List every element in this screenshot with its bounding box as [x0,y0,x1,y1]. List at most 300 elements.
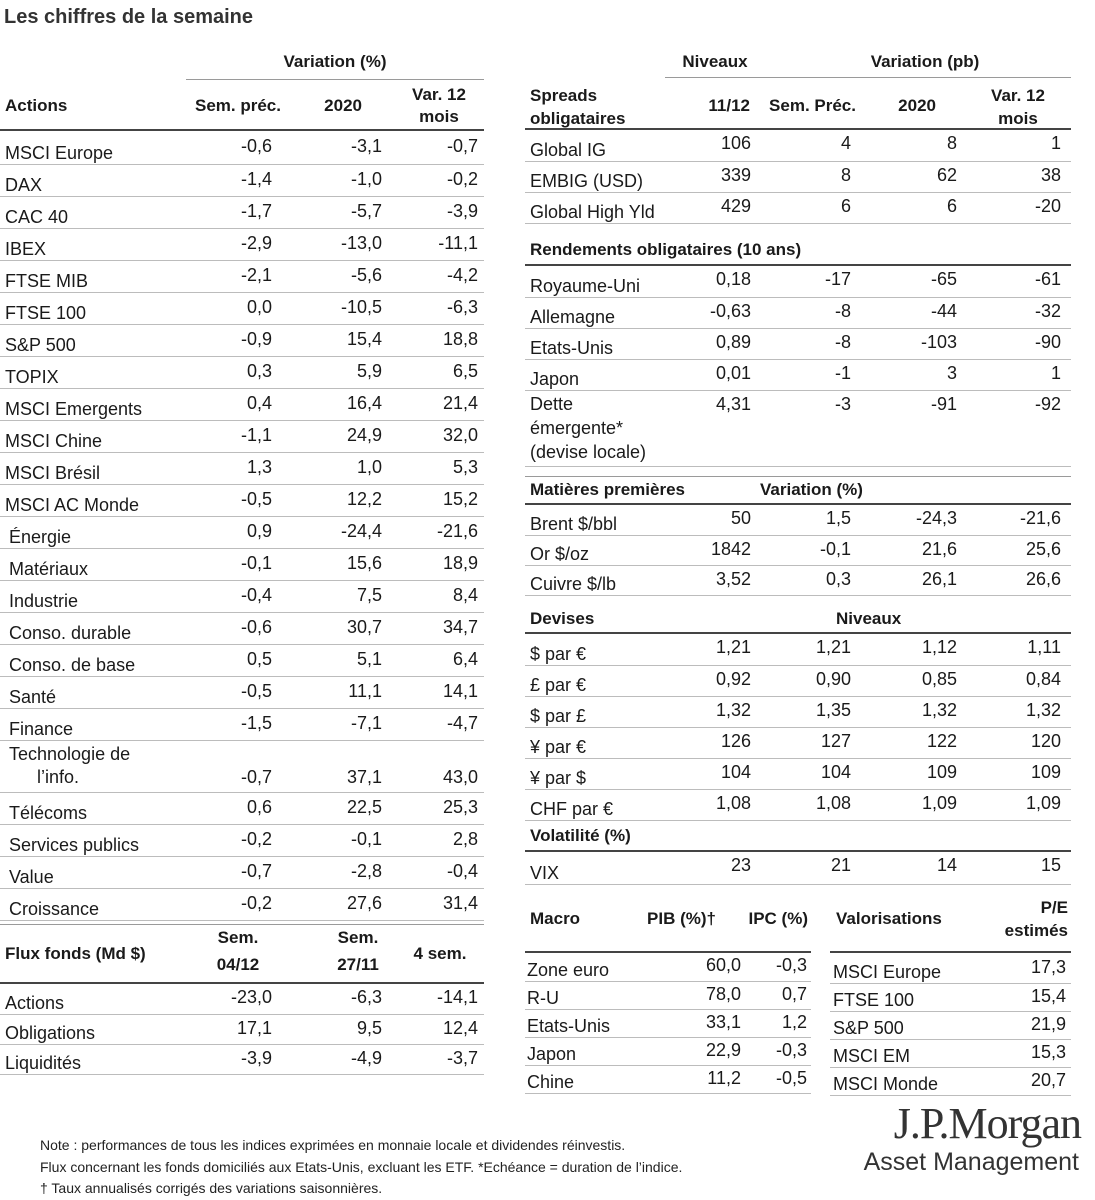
table-row [0,580,484,612]
spreads-niveaux-header: Niveaux [682,52,748,71]
row-value: 1,0 [272,452,382,484]
row-label: Conso. durable [0,612,186,644]
spreads-header-var12-line1: Var. 12 [991,86,1045,105]
row-value: -0,5 [186,676,272,708]
row-value: -2,9 [186,228,272,260]
row-value: 1,21 [695,634,751,665]
row-label: Conso. de base [0,644,186,676]
table-row [525,565,1071,595]
row-value: -3 [751,390,851,466]
spacer-cell [478,612,484,644]
row-label: Etats-Unis [525,1009,645,1037]
row-value: -10,5 [272,292,382,324]
spacer-cell [478,792,484,824]
spacer-cell [1066,1067,1071,1095]
row-value: 31,4 [382,888,478,920]
table-row [525,789,1071,820]
actions-variation-header: Variation (%) [283,52,387,71]
spacer-cell [1061,727,1071,758]
row-label: MSCI Brésil [0,452,186,484]
row-value: 6,5 [382,356,478,388]
row-value: 1,2 [741,1009,807,1037]
row-value: 5,1 [272,644,382,676]
row-label: Croissance [0,888,186,920]
table-row [525,359,1071,390]
valorisations-table [830,955,1071,1096]
row-value: 15,3 [990,1039,1066,1067]
row-value: 34,7 [382,612,478,644]
row-label: TOPIX [0,356,186,388]
row-value: 0,18 [695,266,751,297]
row-value: 8 [851,130,957,161]
spacer-cell [1061,852,1071,884]
row-value: 3,52 [695,565,751,595]
row-value: -0,7 [186,740,272,792]
table-row [525,161,1071,192]
row-label: Liquidités [0,1044,186,1074]
spacer-cell [478,324,484,356]
row-value: 8 [751,161,851,192]
row-value: 1,35 [751,696,851,727]
row-value: 1,08 [751,789,851,820]
spacer-cell [478,824,484,856]
row-value: -0,2 [382,164,478,196]
row-label: Énergie [0,516,186,548]
table-row [0,260,484,292]
table-row [525,130,1071,161]
table-row [0,644,484,676]
row-value: -24,3 [851,505,957,535]
row-value: -91 [851,390,957,466]
row-value: 122 [851,727,957,758]
table-row [0,420,484,452]
spacer-cell [1061,359,1071,390]
table-row [525,505,1071,535]
table-row [0,792,484,824]
row-label-line: émergente* [530,418,624,438]
row-value: 22,9 [645,1037,741,1065]
row-value: -21,6 [957,505,1061,535]
spacer-cell [1066,1039,1071,1067]
spacer-cell [1061,297,1071,328]
row-value: -4,9 [272,1044,382,1074]
row-value: 17,1 [186,1014,272,1044]
row-value: 106 [695,130,751,161]
flux-header-sem1: Sem. [217,928,259,947]
table-row [0,548,484,580]
row-value: 1,32 [957,696,1061,727]
row-value: 18,9 [382,548,478,580]
row-value: 1,3 [186,452,272,484]
row-value: 120 [957,727,1061,758]
row-value: -21,6 [382,516,478,548]
row-value: 16,4 [272,388,382,420]
row-value: -4,7 [382,708,478,740]
row-label: MSCI AC Monde [0,484,186,516]
row-value: -65 [851,266,957,297]
row-value: 5,9 [272,356,382,388]
row-value: -32 [957,297,1061,328]
row-value: -1,1 [186,420,272,452]
devises-header: Devises [530,609,595,628]
table-row [0,388,484,420]
row-value: -44 [851,297,957,328]
table-row [0,484,484,516]
spacer-cell [478,452,484,484]
table-row [525,981,811,1009]
row-value: 25,6 [957,535,1061,565]
row-value: 6,4 [382,644,478,676]
row-value: -3,1 [272,132,382,164]
row-value: 30,7 [272,612,382,644]
row-value: 78,0 [645,981,741,1009]
row-value: 1,11 [957,634,1061,665]
spacer-cell [1061,192,1071,223]
spacer-cell [478,388,484,420]
table-row [0,292,484,324]
divider [0,924,484,925]
flux-header-sem2: Sem. [337,928,379,947]
row-label: Chine [525,1065,645,1093]
note-line-2: Flux concernant les fonds domiciliés aux Etats-Unis, excluant les ETF. *Echéance = duration de l’indice. [40,1159,683,1175]
row-value: -0,5 [186,484,272,516]
row-value: 21,4 [382,388,478,420]
row-value: -6,3 [382,292,478,324]
row-label: CAC 40 [0,196,186,228]
row-label: ¥ par € [525,727,695,758]
row-value: -0,63 [695,297,751,328]
divider [830,951,1071,953]
row-value: -5,7 [272,196,382,228]
actions-header-var12: Var. 12 mois [412,85,466,126]
spacer-cell [807,953,811,981]
table-row [0,888,484,920]
row-value: -0,7 [186,856,272,888]
row-label-line: Dette [530,394,574,414]
spacer-cell [1061,505,1071,535]
table-row [830,1039,1071,1067]
spacer-cell [478,676,484,708]
row-value: -2,1 [186,260,272,292]
row-value: -13,0 [272,228,382,260]
macro-header-pib: PIB (%)† [647,909,716,928]
row-value: 24,9 [272,420,382,452]
table-row [525,266,1071,297]
spreads-header-2020: 2020 [898,96,936,115]
spreads-header-var12 [972,84,1064,130]
row-value: -0,1 [751,535,851,565]
row-value: -1 [751,359,851,390]
valo-header-label: Valorisations [836,909,942,928]
row-value: 0,3 [751,565,851,595]
spacer-cell [478,888,484,920]
table-row [0,676,484,708]
spreads-header-sem: Sem. Préc. [769,96,856,115]
spacer-cell [1061,665,1071,696]
row-value: -24,4 [272,516,382,548]
spacer-cell [478,644,484,676]
row-value: -0,5 [741,1065,807,1093]
spacer-cell [478,132,484,164]
table-row [0,1014,484,1044]
row-label: IBEX [0,228,186,260]
table-row [525,634,1071,665]
row-label: Global High Yld [525,192,695,223]
row-value: -1,7 [186,196,272,228]
divider [665,77,1071,78]
row-label: MSCI Monde [830,1067,990,1095]
row-value: 0,7 [741,981,807,1009]
row-value: 1,12 [851,634,957,665]
spreads-header-line1: Spreads [530,86,598,105]
row-value: 15,4 [990,983,1066,1011]
table-row [830,983,1071,1011]
row-value: -0,9 [186,324,272,356]
spacer-cell [478,228,484,260]
spacer-cell [1061,390,1071,466]
row-label [0,740,186,792]
flux-table [0,984,484,1075]
table-row [830,955,1071,983]
row-value: 6 [851,192,957,223]
row-label: S&P 500 [830,1011,990,1039]
flux-header-4sem: 4 sem. [413,944,467,963]
row-label: Actions [0,984,186,1014]
row-value: 429 [695,192,751,223]
table-row [525,297,1071,328]
divider [0,129,484,131]
row-value: 60,0 [645,953,741,981]
row-value: -0,3 [741,953,807,981]
row-label: Japon [525,1037,645,1065]
row-value: 109 [957,758,1061,789]
row-value: 14,1 [382,676,478,708]
row-value: -103 [851,328,957,359]
note-line-3: † Taux annualisés corrigés des variations saisonnières. [40,1180,383,1196]
row-value: -61 [957,266,1061,297]
row-value: 8,4 [382,580,478,612]
row-label: Value [0,856,186,888]
row-label: Royaume-Uni [525,266,695,297]
row-value: 33,1 [645,1009,741,1037]
row-value: 1 [957,130,1061,161]
table-row [525,696,1071,727]
row-value: -0,2 [186,888,272,920]
row-value: -20 [957,192,1061,223]
spacer-cell [1061,328,1071,359]
row-value: 104 [695,758,751,789]
row-label-line1: Technologie de [9,744,131,764]
spacer-cell [1061,565,1071,595]
row-value: 14 [851,852,957,884]
row-label: MSCI Europe [830,955,990,983]
row-value: -0,3 [741,1037,807,1065]
row-label: Cuivre $/lb [525,565,695,595]
row-label: $ par £ [525,696,695,727]
row-value: -11,1 [382,228,478,260]
row-label: Finance [0,708,186,740]
row-value: 1,21 [751,634,851,665]
divider [525,476,1071,477]
row-value: 339 [695,161,751,192]
row-value: -0,1 [272,824,382,856]
row-value: 11,1 [272,676,382,708]
row-label: EMBIG (USD) [525,161,695,192]
row-value: -3,9 [382,196,478,228]
divider [186,79,484,80]
row-value: -14,1 [382,984,478,1014]
row-value: -8 [751,328,851,359]
note-line-1: Note : performances de tous les indices exprimées en monnaie locale et dividendes réinvestis. [40,1137,626,1153]
row-label [525,390,695,466]
actions-header-label: Actions [5,96,68,115]
spacer-cell [478,356,484,388]
table-row [525,1065,811,1093]
row-label: MSCI Europe [0,132,186,164]
row-label: FTSE 100 [0,292,186,324]
matieres-header: Matières premières [530,480,685,499]
spacer-cell [1061,161,1071,192]
table-row [525,727,1071,758]
row-value: 1,09 [851,789,957,820]
spacer-cell [478,740,484,792]
row-value: 126 [695,727,751,758]
table-row [0,132,484,164]
row-value: 1,09 [957,789,1061,820]
row-value: 38 [957,161,1061,192]
table-row [525,1009,811,1037]
row-label: MSCI EM [830,1039,990,1067]
row-value: 20,7 [990,1067,1066,1095]
row-label: Or $/oz [525,535,695,565]
table-row [0,516,484,548]
row-value: -2,8 [272,856,382,888]
row-value: 0,92 [695,665,751,696]
row-value: 0,6 [186,792,272,824]
macro-header-ipc: IPC (%) [748,909,808,928]
row-label: Global IG [525,130,695,161]
table-row [0,228,484,260]
table-row [0,196,484,228]
page-title: Les chiffres de la semaine [4,6,254,28]
spacer-cell [478,548,484,580]
devises-table [525,634,1071,821]
table-row [0,164,484,196]
table-row [0,612,484,644]
spacer-cell [478,292,484,324]
table-row [525,390,1071,466]
row-label: Japon [525,359,695,390]
row-value: 11,2 [645,1065,741,1093]
flux-header-label: Flux fonds (Md $) [5,944,146,963]
row-value: 43,0 [382,740,478,792]
row-value: 0,3 [186,356,272,388]
devises-niveaux-header: Niveaux [836,609,902,628]
row-value: -3,7 [382,1044,478,1074]
row-value: -7,1 [272,708,382,740]
row-value: 0,0 [186,292,272,324]
row-label-line2: l’info. [37,767,80,787]
flux-header-date2: 27/11 [337,955,379,974]
spacer-cell [478,516,484,548]
spacer-cell [1066,955,1071,983]
table-row [0,708,484,740]
spacer-cell [1061,758,1071,789]
spacer-cell [478,164,484,196]
spacer-cell [1061,266,1071,297]
row-label: DAX [0,164,186,196]
actions-table [0,132,484,921]
row-value: 0,89 [695,328,751,359]
spacer-cell [478,1014,484,1044]
row-value: 12,4 [382,1014,478,1044]
spacer-cell [478,484,484,516]
row-value: 1842 [695,535,751,565]
table-row [0,356,484,388]
row-value: 62 [851,161,957,192]
table-row [0,856,484,888]
spacer-cell [807,1065,811,1093]
row-value: -17 [751,266,851,297]
row-value: 5,3 [382,452,478,484]
table-row [830,1067,1071,1095]
row-value: -8 [751,297,851,328]
spacer-cell [478,1044,484,1074]
row-value: 1,08 [695,789,751,820]
spreads-header-label [530,84,625,130]
spacer-cell [1061,696,1071,727]
valo-header-pe [980,896,1068,942]
spacer-cell [478,856,484,888]
jpmorgan-logo: J.P.Morgan [893,1099,1081,1148]
macro-header-label: Macro [530,909,581,928]
table-row [0,324,484,356]
spacer-cell [478,260,484,292]
row-value: -0,4 [382,856,478,888]
row-value: 0,9 [186,516,272,548]
table-row [0,1044,484,1074]
volatilite-table [525,852,1071,885]
row-value: 21,9 [990,1011,1066,1039]
actions-header-sem: Sem. préc. [195,96,281,115]
row-value: 21,6 [851,535,957,565]
row-value: -90 [957,328,1061,359]
row-label: Obligations [0,1014,186,1044]
row-value: 15 [957,852,1061,884]
row-label: S&P 500 [0,324,186,356]
spreads-header-date: 11/12 [708,96,750,115]
table-row [0,740,484,792]
spacer-cell [1061,130,1071,161]
row-value: 9,5 [272,1014,382,1044]
row-value: 21 [751,852,851,884]
row-label-line: (devise locale) [530,442,647,462]
row-value: 4,31 [695,390,751,466]
rendements-header: Rendements obligataires (10 ans) [530,240,802,259]
table-row [0,824,484,856]
spacer-cell [478,580,484,612]
row-value: 0,5 [186,644,272,676]
row-label: MSCI Chine [0,420,186,452]
row-value: -0,1 [186,548,272,580]
row-value: -0,4 [186,580,272,612]
row-value: 0,01 [695,359,751,390]
matieres-variation-header: Variation (%) [760,480,863,499]
actions-header-2020: 2020 [324,96,362,115]
macro-table [525,953,811,1094]
row-label: CHF par € [525,789,695,820]
table-row [0,984,484,1014]
